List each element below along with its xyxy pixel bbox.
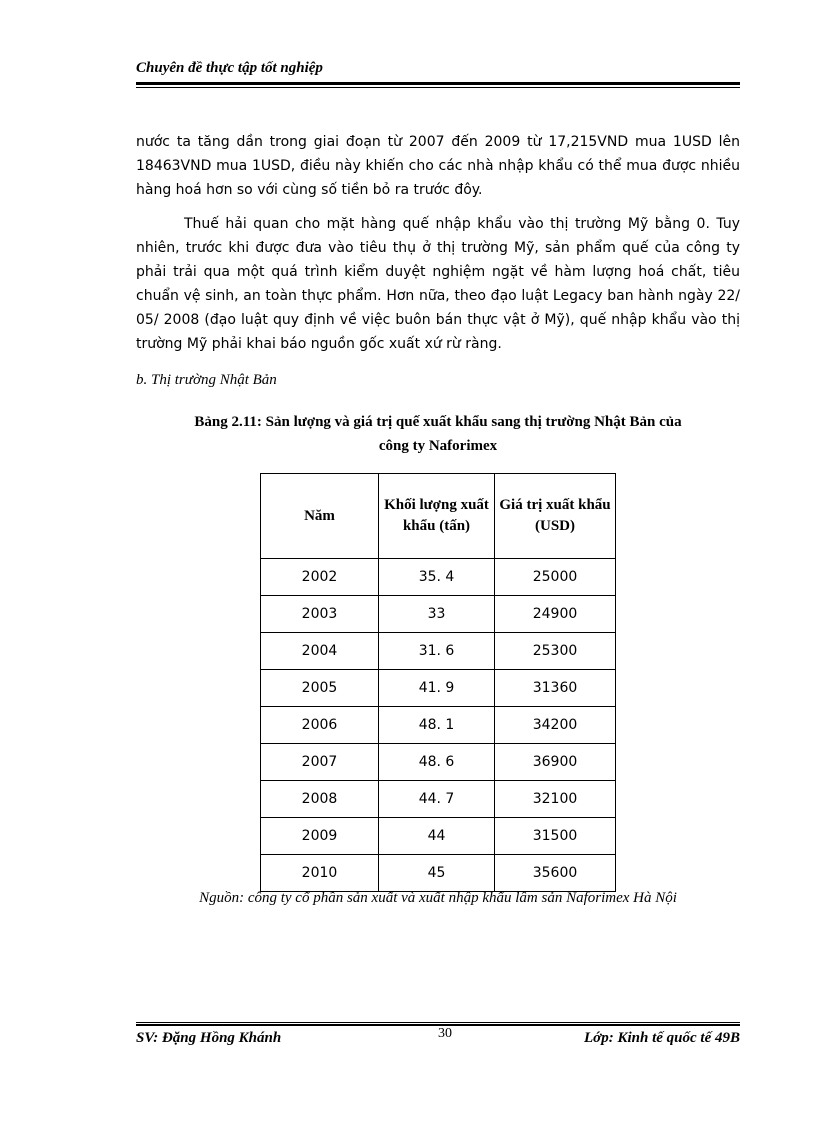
cell-year: 2006 [261,707,379,744]
body-text [136,130,740,366]
table-row [261,559,616,596]
cell-year: 2004 [261,633,379,670]
cell-year: 2002 [261,559,379,596]
table-row [261,818,616,855]
table-caption [136,410,740,458]
table-row [261,596,616,633]
cell-year: 2005 [261,670,379,707]
header-value: Giá trị xuất khẩu (USD) [495,474,616,559]
cell-volume: 45 [379,855,495,892]
cell-value: 36900 [495,744,616,781]
footer-student-name: SV: Đặng Hồng Khánh [136,1030,282,1046]
cell-year: 2010 [261,855,379,892]
paragraph-customs-tax: Thuế hải quan cho mặt hàng quế nhập khẩu vào thị trường Mỹ bằng 0. Tuy nhiên, trước khi được đưa vào tiêu thụ ở thị trường Mỹ, sản phẩm quế của công ty phải trải qua một quá trình kiểm duyệt nghiệm ngặt về hàm lượng hoá chất, tiêu chuẩn vệ sinh, an toàn thực phẩm. Hơn nữa, theo đạo luật Legacy ban hành ngày 22/ 05/ 2008 (đạo luật quy định về việc buôn bán thực vật ở Mỹ), quế nhập khẩu vào thị trường Mỹ phải khai báo nguồn gốc xuất xứ rừ ràng. [136,216,740,352]
page-header-title: Chuyên đề thực tập tốt nghiệp [136,60,323,76]
table-row [261,781,616,818]
footer-class-name: Lớp: Kinh tế quốc tế 49B [584,1030,740,1046]
table-row [261,633,616,670]
cell-value: 31500 [495,818,616,855]
table-row [261,855,616,892]
table-header-row [261,474,616,559]
export-data-table [260,473,616,892]
section-heading-japan: b. Thị trường Nhật Bản [136,372,277,388]
cell-volume: 44 [379,818,495,855]
header-divider [136,82,740,88]
table-caption-line-2: công ty Naforimex [378,438,498,454]
cell-volume: 41. 9 [379,670,495,707]
table-caption-line-1: Bảng 2.11: Sản lượng và giá trị quế xuất khẩu sang thị trường Nhật Bản của [194,414,682,430]
cell-value: 31360 [495,670,616,707]
cell-value: 25000 [495,559,616,596]
cell-value: 34200 [495,707,616,744]
table-row [261,707,616,744]
cell-year: 2003 [261,596,379,633]
cell-volume: 48. 1 [379,707,495,744]
paragraph-exchange-rate: nước ta tăng dần trong giai đoạn từ 2007 đến 2009 từ 17,215VND mua 1USD lên 18463VND mua 1USD, điều này khiến cho các nhà nhập khẩu có thể mua được nhiều hàng hoá hơn so với cùng số tiền bỏ ra trước đôy. [136,134,740,198]
header-volume: Khối lượng xuất khẩu (tấn) [379,474,495,559]
cell-year: 2007 [261,744,379,781]
page-number: 30 [438,1026,452,1041]
cell-year: 2008 [261,781,379,818]
cell-volume: 31. 6 [379,633,495,670]
cell-volume: 33 [379,596,495,633]
cell-value: 35600 [495,855,616,892]
cell-value: 24900 [495,596,616,633]
table-row [261,670,616,707]
cell-value: 25300 [495,633,616,670]
cell-value: 32100 [495,781,616,818]
cell-year: 2009 [261,818,379,855]
cell-volume: 48. 6 [379,744,495,781]
cell-volume: 35. 4 [379,559,495,596]
table-source-note: Nguồn: công ty cổ phần sản xuất và xuất nhập khẩu lâm sản Naforimex Hà Nội [199,890,677,906]
cell-volume: 44. 7 [379,781,495,818]
header-year: Năm [261,474,379,559]
table-row [261,744,616,781]
